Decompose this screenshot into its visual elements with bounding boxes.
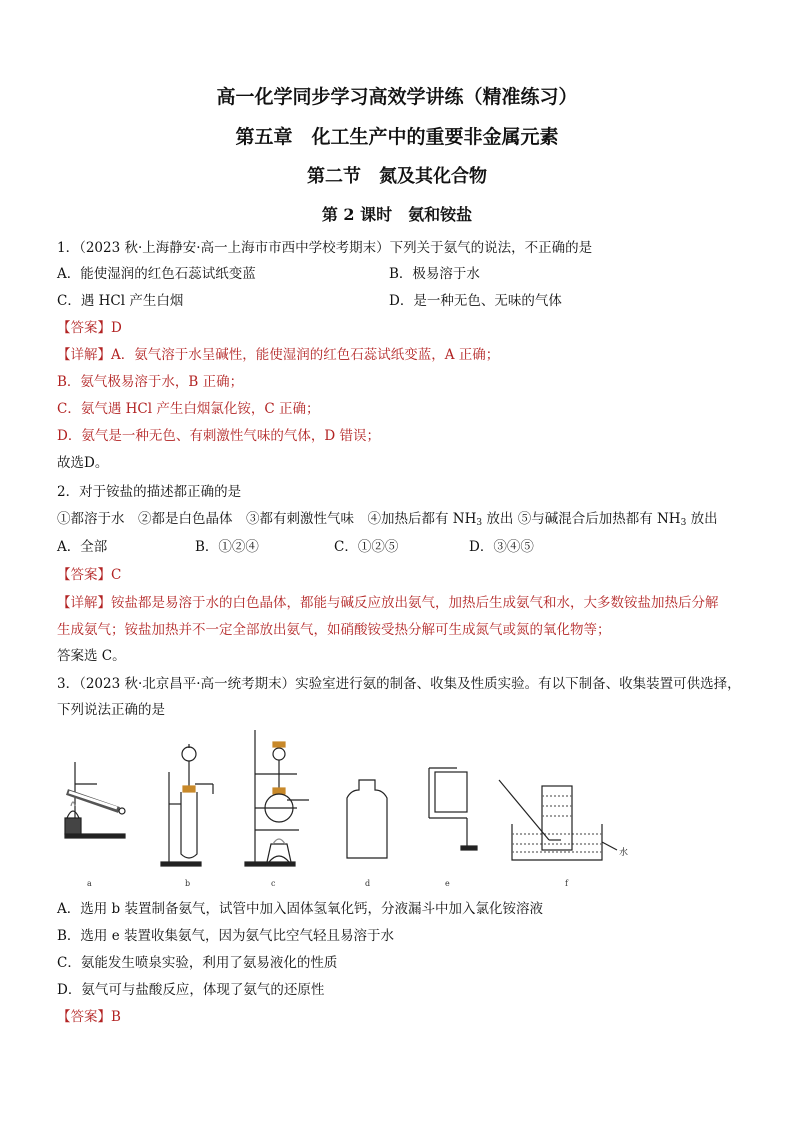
chapter-title: 第五章 化工生产中的重要非金属元素 <box>235 126 559 148</box>
q3-option-b: B．选用 e 装置收集氨气，因为氨气比空气轻且易溶于水 <box>57 928 394 944</box>
q1-detail-3: C．氨气遇 HCl 产生白烟氯化铵，C 正确； <box>57 401 320 417</box>
q2-detail-1: 【详解】铵盐都是易溶于水的白色晶体，都能与碱反应放出氨气，加热后生成氨气和水，大多数铵盐加热后分解 <box>57 595 719 611</box>
q1-option-a: A．能使湿润的红色石蕊试纸变蓝 <box>57 266 256 282</box>
answer-value: C <box>111 567 122 583</box>
q1-detail-2: B．氨气极易溶于水，B 正确； <box>57 374 244 390</box>
q3-option-a: A．选用 b 装置制备氨气，试管中加入固体氢氧化钙，分液漏斗中加入氯化铵溶液 <box>57 901 543 917</box>
apparatus-d <box>347 780 387 858</box>
answer-tag: 【答案】 <box>57 320 111 336</box>
q1-detail-1: 【详解】A．氨气溶于水呈碱性，能使湿润的红色石蕊试纸变蓝，A 正确； <box>57 347 500 363</box>
apparatus-figure <box>57 722 637 892</box>
detail-tag: 【详解】 <box>57 595 111 611</box>
q1-option-c: C．遇 HCl 产生白烟 <box>57 293 184 309</box>
apparatus-b <box>161 744 213 866</box>
q2-options <box>57 537 747 557</box>
q2-option-a: A．全部 <box>57 539 108 555</box>
q2-answer <box>57 565 747 585</box>
apparatus-a <box>65 762 125 838</box>
label-f: f <box>565 879 568 888</box>
detail-tag: 【详解】 <box>57 347 111 363</box>
q2-option-d: D．③④⑤ <box>469 539 534 555</box>
q1-options-row1 <box>57 264 747 284</box>
label-c: c <box>271 879 276 888</box>
label-b: b <box>185 879 191 888</box>
label-d: d <box>365 879 371 888</box>
q2-detail-2: 生成氨气；铵盐加热并不一定全部放出氨气，如硝酸铵受热分解可生成氮气或氮的氧化物等； <box>57 622 611 638</box>
label-e: e <box>445 879 450 888</box>
q2-option-b: B．①②④ <box>195 539 259 555</box>
answer-value: B <box>111 1009 121 1025</box>
q2-stem: 2．对于铵盐的描述都正确的是 <box>57 484 242 500</box>
q3-option-c: C．氨能发生喷泉实验，利用了氨易液化的性质 <box>57 955 338 971</box>
apparatus-f <box>499 780 617 860</box>
lesson-title: 第 2 课时 氨和铵盐 <box>321 205 473 224</box>
q3-option-d: D．氨气可与盐酸反应，体现了氨气的还原性 <box>57 982 325 998</box>
apparatus-c <box>245 730 309 866</box>
q1-option-d: D．是一种无色、无味的气体 <box>389 293 562 309</box>
q2-conclusion: 答案选 C。 <box>57 648 126 664</box>
water-label: 水 <box>619 848 629 858</box>
answer-tag: 【答案】 <box>57 1009 111 1025</box>
q1-conclusion: 故选D。 <box>57 455 109 471</box>
answer-tag: 【答案】 <box>57 567 111 583</box>
answer-value: D <box>111 320 122 336</box>
apparatus-e <box>429 768 477 850</box>
q3-stem-2: 下列说法正确的是 <box>57 702 165 718</box>
q1-option-b: B．极易溶于水 <box>389 266 480 282</box>
doc-title: 高一化学同步学习高效学讲练（精准练习） <box>216 86 578 108</box>
q1-options-row2 <box>57 291 747 311</box>
q1-answer <box>57 318 747 338</box>
q1-detail-4: D．氨气是一种无色、有刺激性气味的气体，D 错误； <box>57 428 380 444</box>
section-title: 第二节 氮及其化合物 <box>307 166 487 187</box>
q3-stem-1: 3．（2023 秋·北京昌平·高一统考期末）实验室进行氨的制备、收集及性质实验。有以下制备、收集装置可供选择， <box>57 676 741 692</box>
apparatus-diagram <box>57 722 637 892</box>
label-a: a <box>87 879 92 888</box>
q2-option-c: C．①②⑤ <box>334 539 399 555</box>
q3-answer <box>57 1007 747 1027</box>
q2-items: ①都溶于水 ②都是白色晶体 ③都有刺激性气味 ④加热后都有 $NH_3$ 放出 ⑤与碱混合后加热都有 $NH_3$ 放出 <box>57 511 718 528</box>
q1-stem: 1．（2023 秋·上海静安·高一上海市市西中学校考期末）下列关于氨气的说法，不正确的是 <box>57 240 593 256</box>
